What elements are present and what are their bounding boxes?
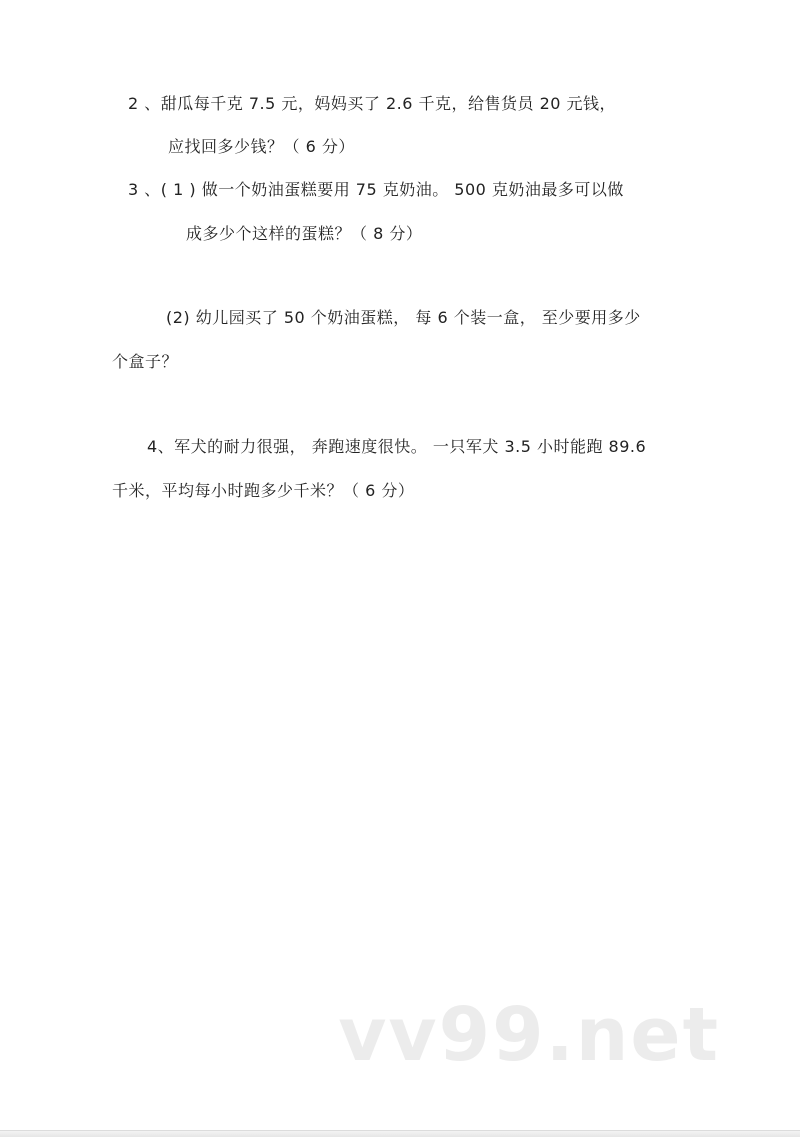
question-4-line-1: 4、军犬的耐力很强， 奔跑速度很快。 一只军犬 3.5 小时能跑 89.6: [147, 437, 647, 456]
question-3-part-2-line-1: (2) 幼儿园买了 50 个奶油蛋糕， 每 6 个装一盒， 至少要用多少: [166, 308, 641, 327]
question-3-part-1-line-2: 成多少个这样的蛋糕？（ 8 分）: [186, 224, 423, 243]
page-bottom-edge: [0, 1130, 800, 1137]
question-2-line-2: 应找回多少钱？（ 6 分）: [168, 137, 355, 156]
question-4-line-2: 千米，平均每小时跑多少千米？（ 6 分）: [112, 481, 415, 500]
question-2-line-1: 2 、甜瓜每千克 7.5 元，妈妈买了 2.6 千克，给售货员 20 元钱，: [128, 94, 617, 113]
question-3-part-2-line-2: 个盒子？: [112, 352, 179, 371]
watermark: vv99.net: [338, 992, 720, 1078]
question-3-part-1-line-1: 3 、( 1 ) 做一个奶油蛋糕要用 75 克奶油。 500 克奶油最多可以做: [128, 180, 624, 199]
